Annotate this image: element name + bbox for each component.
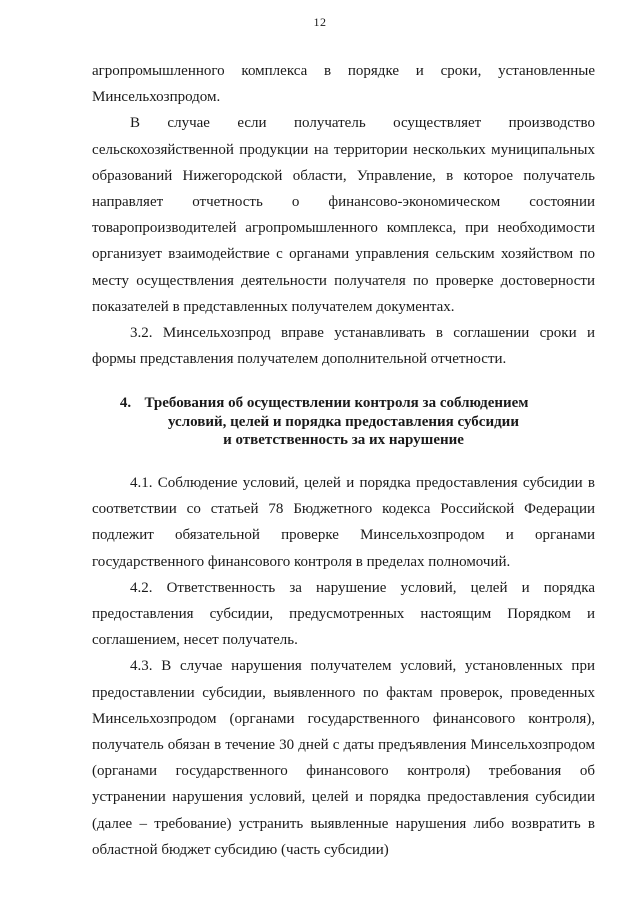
page-number: 12 xyxy=(313,15,327,29)
document-body xyxy=(92,58,595,863)
section-title-line-2: условий, целей и порядка предоставления субсидии xyxy=(168,413,519,430)
paragraph-4-1: 4.1. Соблюдение условий, целей и порядка предоставления субсидии в соответствии со статьей 78 Бюджетного кодекса Российской Федерации подлежит обязательной проверке Минсельхозпродом и органами государственного финансового контроля в пределах полномочий. xyxy=(92,474,595,570)
section-heading xyxy=(92,394,595,450)
paragraph-3-2: 3.2. Минсельхозпрод вправе устанавливать в соглашении сроки и формы представления получателем дополнительной отчетности. xyxy=(92,325,595,368)
section-title-line-1: Требования об осуществлении контроля за соблюдением xyxy=(144,395,529,412)
section-number: 4. xyxy=(119,395,132,412)
paragraph-multi-municipal: В случае если получатель осуществляет производство сельскохозяйственной продукции на территории нескольких муниципальных образований Нижегородской области, Управление, в которое получатель направляет отчетность о финансово-экономическом состоянии товаропроизводителей агропромышленного комплекса, при необходимости организует взаимодействие с органами управления сельским хозяйством по месту осуществления деятельности получателя по проверке достоверности показателей в представленных получателем документах. xyxy=(92,115,595,315)
paragraph-4-3: 4.3. В случае нарушения получателем условий, установленных при предоставлении субсидии, выявленного по фактам проверок, проведенных Минсельхозпродом (органами государственного финансового контроля), получатель обязан в течение 30 дней с даты предъявления Минсельхозпродом (органами государственного финансового контроля) требования об устранении нарушения условий, целей и порядка предоставления субсидии (далее – требование) устранить выявленные нарушения либо возвратить в областной бюджет субсидию (часть субсидии) xyxy=(92,658,595,858)
paragraph-4-2: 4.2. Ответственность за нарушение условий, целей и порядка предоставления субсидии, предусмотренных настоящим Порядком и соглашением, несет получатель. xyxy=(92,579,595,649)
section-title-line-3: и ответственность за их нарушение xyxy=(223,432,464,449)
paragraph-continuation: агропромышленного комплекса в порядке и сроки, установленные Минсельхозпродом. xyxy=(92,63,595,106)
